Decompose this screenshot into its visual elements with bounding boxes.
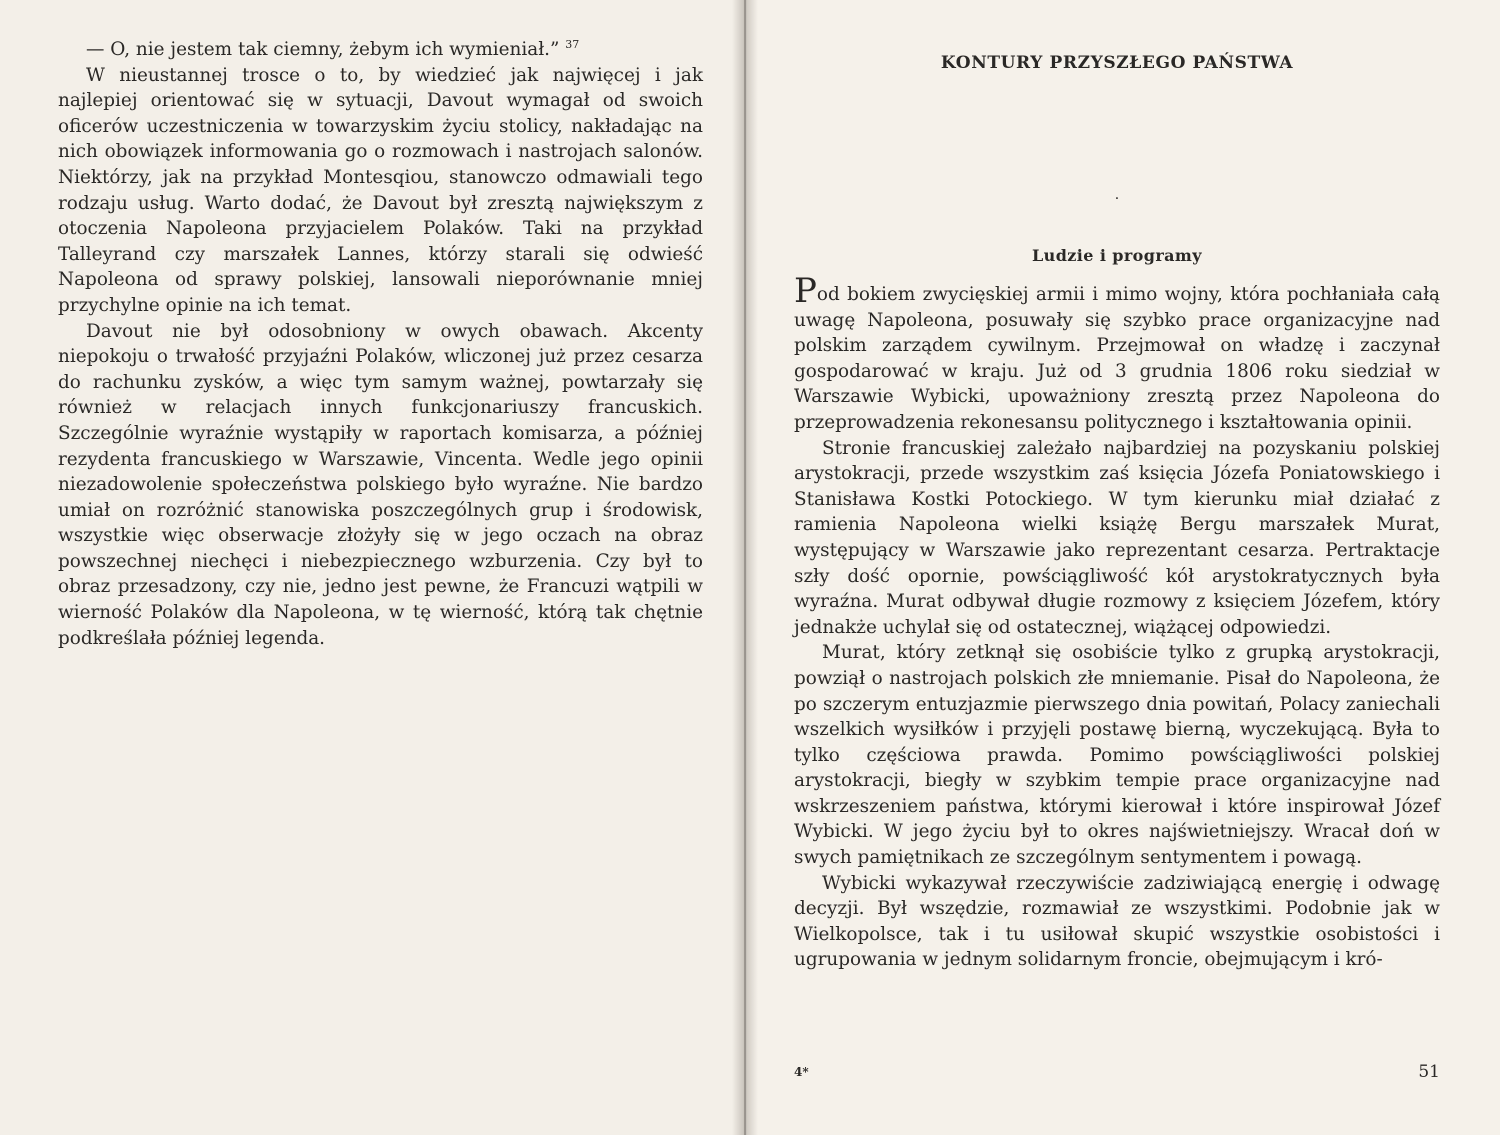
left-page-text	[58, 37, 703, 651]
page-footer	[794, 1060, 1440, 1084]
paragraph	[58, 37, 703, 63]
separator-dot: ·	[1114, 191, 1120, 207]
paragraph: Stronie francuskiej zależało najbardziej na pozyskaniu polskiej arystokracji, przede wszystkim zaś księcia Józefa Poniatowskiego i Stanisława Kostki Potockiego. W tym kierunku miał działać z ramienia Napoleona wielki książę Bergu marszałek Murat, występujący w Warszawie jako reprezentant cesarza. Pertraktacje szły dość opornie, powściągliwość kół arystokratycznych była wyraźna. Murat odbywał długie rozmowy z księciem Józefem, który jednakże uchylał się od ostatecznej, wiążącej odpowiedzi.	[794, 437, 1440, 638]
paragraph: Davout nie był odosobniony w owych obawach. Akcenty niepokoju o trwałość przyjaźni Polaków, wliczonej już przez cesarza do rachunku zysków, a więc tym samym ważnej, powtarzały się również w relacjach innych funkcjonariuszy francuskich. Szczególnie wyraźnie wystąpiły w raportach komisarza, a później rezydenta francuskiego w Warszawie, Vincenta. Wedle jego opinii niezadowolenie społeczeństwa polskiego było wyraźne. Nie bardzo umiał on rozróżnić stanowiska poszczególnych grup i środowisk, wszystkie więc obserwacje złożyły się w jego oczach na obraz powszechnej niechęci i niebezpiecznego wzburzenia. Czy był to obraz przesadzony, czy nie, jedno jest pewne, że Francuzi wątpili w wierność Polaków dla Napoleona, w tę wierność, którą tak chętnie podkreślała później legenda.	[58, 320, 703, 649]
section-title: Ludzie i programy	[1032, 246, 1202, 265]
right-page	[745, 0, 1500, 1135]
chapter-title: KONTURY PRZYSZŁEGO PAŃSTWA	[940, 53, 1294, 73]
page-number: 51	[1418, 1062, 1440, 1082]
paragraph: Murat, który zetknął się osobiście tylko z grupką arystokracji, powziął o nastrojach polskich złe mniemanie. Pisał do Napoleona, że po szczerym entuzjazmie pierwszego dnia powitań, Polacy zaniechali wszelkich wysiłków i przyjęli postawę bierną, wyczekującą. Była to tylko częściowa prawda. Pomimo powściągliwości polskiej arystokracji, biegły w szybkim tempie prace organizacyjne nad wskrzeszeniem państwa, którymi kierował i które inspirował Józef Wybicki. W jego życiu był to okres najświetniejszy. Wracał doń w swych pamiętnikach ze szczególnym sentymentem i powagą.	[794, 642, 1440, 869]
drop-cap: P	[794, 271, 817, 311]
left-page	[0, 0, 745, 1135]
dialogue-line: — O, nie jestem tak ciemny, żebym ich wymieniał.”	[86, 39, 560, 60]
paragraph: Wybicki wykazywał rzeczywiście zadziwiającą energię i odwagę decyzji. Był wszędzie, rozmawiał ze wszystkimi. Podobnie jak w Wielkopolsce, tak i tu usiłował skupić wszystkie osobistości i ugrupowania w jednym solidarnym froncie, obejmującym i kró-	[794, 872, 1440, 971]
right-page-text	[794, 271, 1440, 973]
signature-mark: 4*	[794, 1065, 809, 1079]
paragraph: W nieustannej trosce o to, by wiedzieć jak najwięcej i jak najlepiej orientować się w sytuacji, Davout wymagał od swoich oficerów uczestniczenia w towarzyskim życiu stolicy, nakładając na nich obowiązek informowania go o rozmowach i nastrojach salonów. Niektórzy, jak na przykład Montesqiou, stanowczo odmawiali tego rodzaju usług. Warto dodać, że Davout był zresztą największym z otoczenia Napoleona przyjacielem Polaków. Taki na przykład Talleyrand czy marszałek Lannes, którzy starali się odwieść Napoleona od sprawy polskiej, lansowali nieporównanie mniej przychylne opinie na ich temat.	[58, 64, 703, 316]
footnote-ref: 37	[565, 38, 580, 51]
paragraph	[794, 271, 1440, 436]
first-paragraph-text: od bokiem zwycięskiej armii i mimo wojny, która pochłaniała całą uwagę Napoleona, posuwały się szybko prace organizacyjne nad polskim zarządem cywilnym. Przejmował on władzę i zaczynał gospodarować w kraju. Już od 3 grudnia 1806 roku siedział w Warszawie Wybicki, upoważniony zresztą przez Napoleona do przeprowadzenia rekonesansu politycznego i kształtowania opinii.	[794, 284, 1440, 433]
